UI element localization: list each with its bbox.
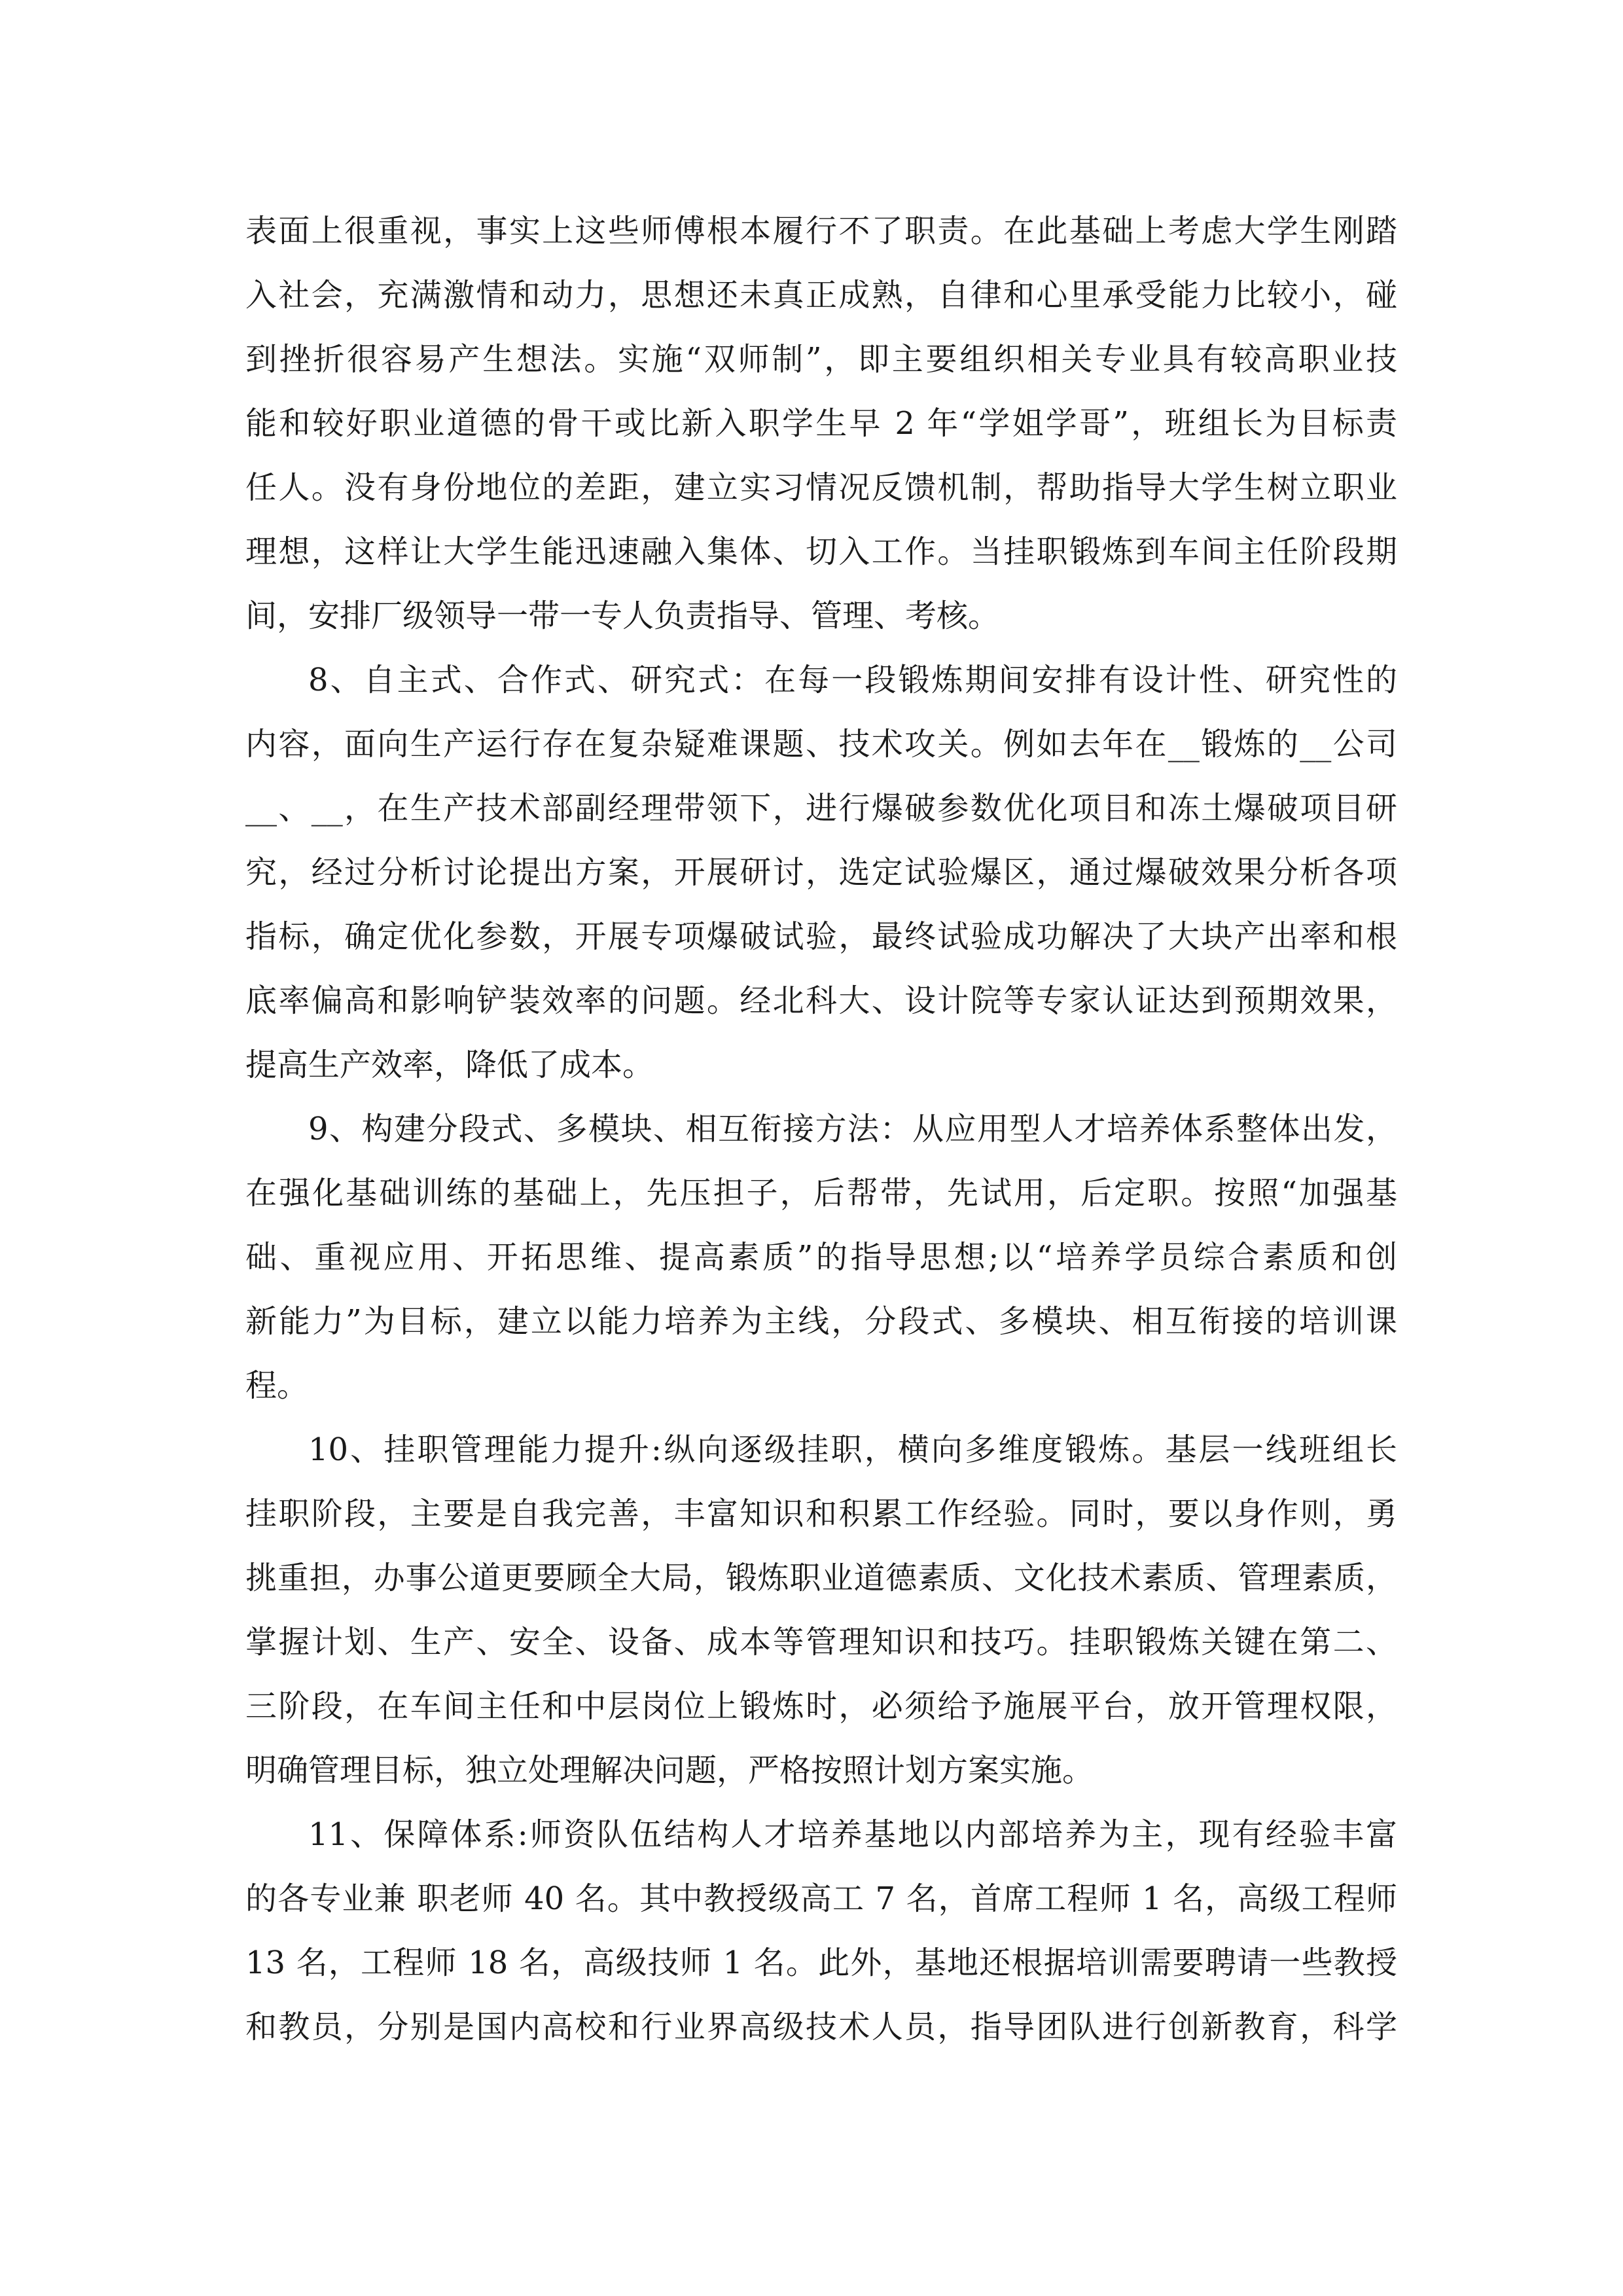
text-line: 明确管理目标，独立处理解决问题，严格按照计划方案实施。 <box>245 1752 1094 1789</box>
text-line: 究，经过分析讨论提出方案，开展研讨，选定试验爆区，通过爆破效果分析各项 <box>245 854 1397 891</box>
text-line: 的各专业兼 职老师 40 名。其中教授级高工 7 名，首席工程师 1 名，高级工程师 <box>245 1880 1397 1917</box>
text-line: 9、构建分段式、多模块、相互衔接方法：从应用型人才培养体系整体出发， <box>308 1111 1397 1147</box>
text-line: 新能力”为目标，建立以能力培养为主线，分段式、多模块、相互衔接的培训课 <box>245 1303 1397 1340</box>
text-line: 底率偏高和影响铲装效率的问题。经北科大、设计院等专家认证达到预期效果， <box>245 982 1397 1019</box>
text-line: 挂职阶段，主要是自我完善，丰富知识和积累工作经验。同时，要以身作则，勇 <box>245 1496 1397 1532</box>
text-line: 内容，面向生产运行存在复杂疑难课题、技术攻关。例如去年在__锻炼的__公司 <box>245 726 1397 762</box>
paragraph-9 <box>245 1105 1397 1426</box>
paragraph-8 <box>245 656 1397 1105</box>
paragraph-11 <box>245 1810 1397 2067</box>
text-line: 程。 <box>245 1367 309 1404</box>
text-line: __、__，在生产技术部副经理带领下，进行爆破参数优化项目和冻土爆破项目研 <box>245 790 1397 827</box>
text-line: 和教员，分别是国内高校和行业界高级技术人员，指导团队进行创新教育，科学 <box>245 2009 1397 2045</box>
paragraph-10 <box>245 1426 1397 1810</box>
text-line: 础、重视应用、开拓思维、提高素质”的指导思想;以“培养学员综合素质和创 <box>245 1239 1397 1276</box>
paragraph-continued <box>245 207 1397 656</box>
text-line: 11、保障体系:师资队伍结构人才培养基地以内部培养为主，现有经验丰富 <box>308 1816 1397 1853</box>
text-line: 挑重担，办事公道更要顾全大局，锻炼职业道德素质、文化技术素质、管理素质， <box>245 1560 1397 1596</box>
text-line: 三阶段，在车间主任和中层岗位上锻炼时，必须给予施展平台，放开管理权限， <box>245 1688 1397 1725</box>
document-body <box>245 207 1397 2067</box>
text-line: 表面上很重视，事实上这些师傅根本履行不了职责。在此基础上考虑大学生刚踏 <box>245 213 1397 249</box>
text-line: 任人。没有身份地位的差距，建立实习情况反馈机制，帮助指导大学生树立职业 <box>245 469 1397 506</box>
text-line: 能和较好职业道德的骨干或比新入职学生早 2 年“学姐学哥”，班组长为目标责 <box>245 405 1397 442</box>
text-line: 10、挂职管理能力提升:纵向逐级挂职，横向多维度锻炼。基层一线班组长 <box>308 1431 1397 1468</box>
text-line: 入社会，充满激情和动力，思想还未真正成熟，自律和心里承受能力比较小，碰 <box>245 277 1397 314</box>
text-line: 13 名，工程师 18 名，高级技师 1 名。此外，基地还根据培训需要聘请一些教授 <box>245 1945 1397 1981</box>
text-line: 提高生产效率，降低了成本。 <box>245 1047 654 1083</box>
text-line: 在强化基础训练的基础上，先压担子，后帮带，先试用，后定职。按照“加强基 <box>245 1175 1397 1211</box>
text-line: 间，安排厂级领导一带一专人负责指导、管理、考核。 <box>245 598 1000 634</box>
text-line: 掌握计划、生产、安全、设备、成本等管理知识和技巧。挂职锻炼关键在第二、 <box>245 1624 1397 1660</box>
text-line: 理想，这样让大学生能迅速融入集体、切入工作。当挂职锻炼到车间主任阶段期 <box>245 533 1397 570</box>
text-line: 8、自主式、合作式、研究式：在每一段锻炼期间安排有设计性、研究性的 <box>308 662 1397 698</box>
text-line: 指标，确定优化参数，开展专项爆破试验，最终试验成功解决了大块产出率和根 <box>245 918 1397 955</box>
text-line: 到挫折很容易产生想法。实施“双师制”，即主要组织相关专业具有较高职业技 <box>245 341 1397 378</box>
